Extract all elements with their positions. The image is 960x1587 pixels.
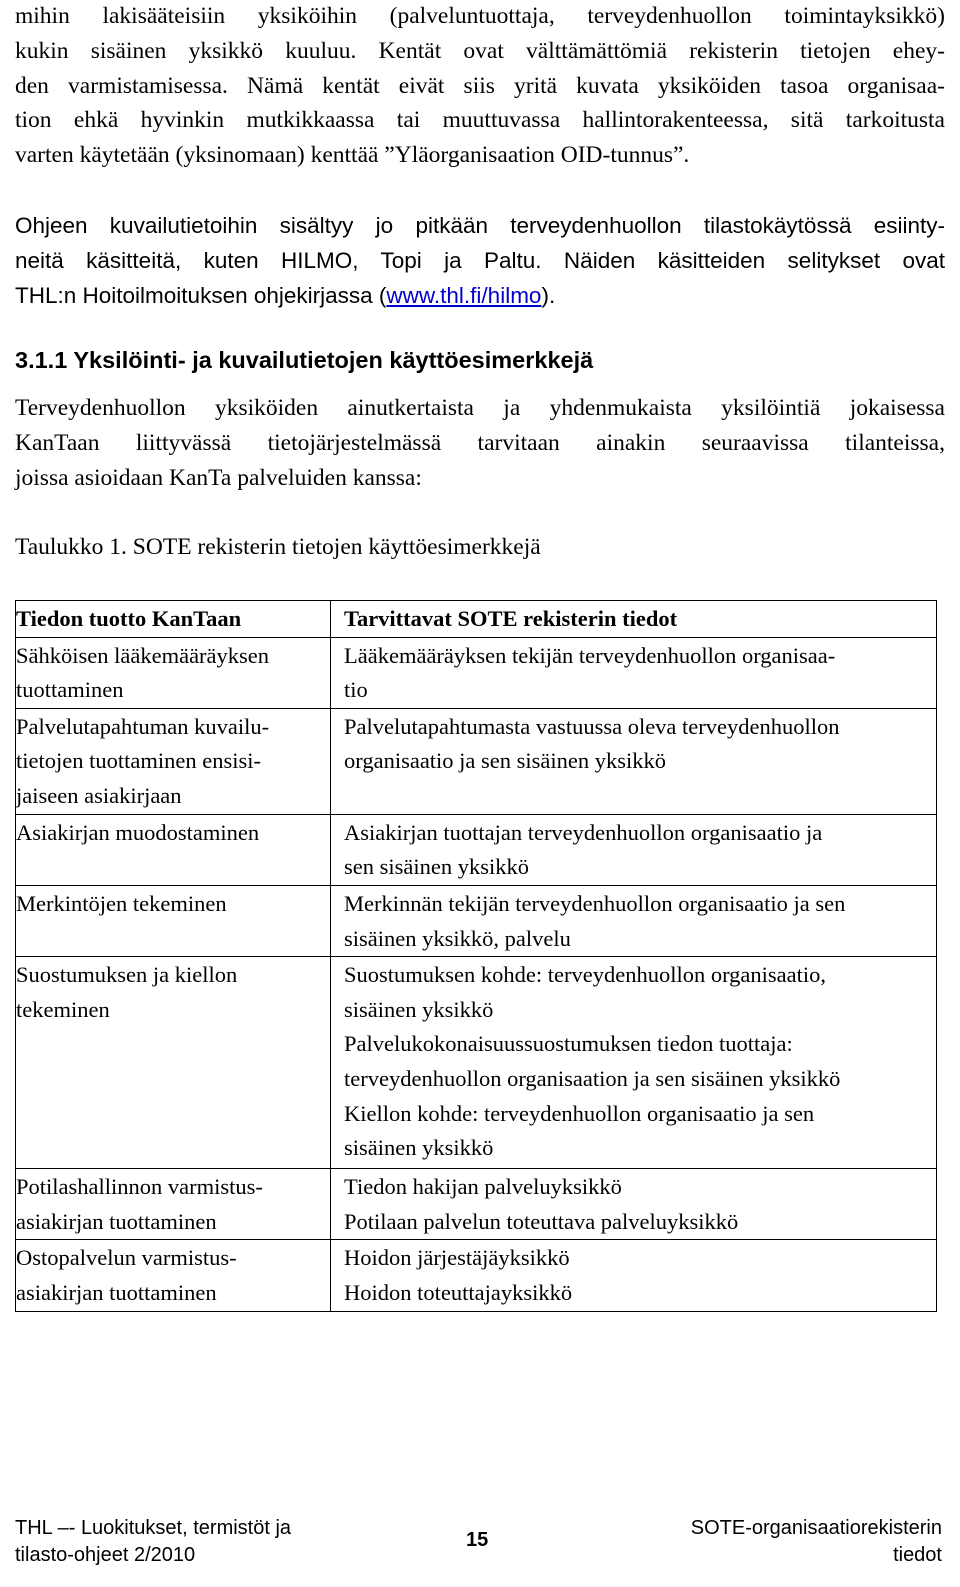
- column-header-production: Tiedon tuotto KanTaan: [16, 601, 331, 638]
- cell-line: Asiakirjan tuottajan terveydenhuollon organisaatio ja: [344, 819, 823, 845]
- hilmo-link[interactable]: www.thl.fi/hilmo: [386, 282, 542, 308]
- cell-line: Palvelukokonaisuussuostumuksen tiedon tuottaja:: [344, 1031, 793, 1057]
- paragraph-line: KanTaan liittyvässä tietojärjestelmässä tarvitaan ainakin seuraavissa tilanteissa,: [15, 429, 945, 456]
- table-row: [16, 708, 937, 814]
- cell-line: sisäinen yksikkö: [344, 1135, 494, 1161]
- section-heading: 3.1.1 Yksilöinti- ja kuvailutietojen käyttöesimerkkejä: [15, 347, 594, 373]
- footer-publication: [15, 1515, 291, 1569]
- paragraph-line: tion ehkä hyvinkin mutkikkaassa tai muuttuvassa hallintorakenteessa, sitä tarkoitusta: [15, 107, 945, 134]
- table-cell: [16, 885, 331, 956]
- table-cell: [16, 637, 331, 708]
- table-caption: Taulukko 1. SOTE rekisterin tietojen käyttöesimerkkejä: [15, 534, 541, 560]
- cell-line: Suostumuksen kohde: terveydenhuollon organisaatio,: [344, 962, 827, 988]
- paragraph-hilmo: [15, 209, 945, 313]
- cell-line: sisäinen yksikkö: [344, 996, 494, 1022]
- cell-line: jaiseen asiakirjaan: [16, 782, 182, 808]
- cell-line: tekeminen: [16, 996, 110, 1022]
- cell-line: Ostopalvelun varmistus-: [16, 1245, 237, 1271]
- table-cell: [16, 1240, 331, 1311]
- table-row: [16, 885, 937, 956]
- cell-line: sisäinen yksikkö, palvelu: [344, 925, 571, 951]
- cell-line: tietojen tuottaminen ensisi-: [16, 748, 261, 774]
- cell-line: Lääkemääräyksen tekijän terveydenhuollon organisaa-: [344, 642, 836, 668]
- footer-document-title: [691, 1515, 942, 1569]
- cell-line: Potilaan palvelun toteuttava palveluyksikkö: [344, 1208, 739, 1234]
- cell-line: tio: [344, 677, 368, 703]
- cell-line: tuottaminen: [16, 677, 124, 703]
- table-row: [16, 1169, 937, 1240]
- cell-line: asiakirjan tuottaminen: [16, 1279, 217, 1305]
- table-cell: [16, 1169, 331, 1240]
- table-cell: [16, 814, 331, 885]
- table-cell: [16, 708, 331, 814]
- table-row: [16, 814, 937, 885]
- table-row: [16, 957, 937, 1169]
- cell-line: terveydenhuollon organisaation ja sen sisäinen yksikkö: [344, 1065, 841, 1091]
- footer-right-line: tiedot: [893, 1544, 942, 1566]
- cell-line: Kiellon kohde: terveydenhuollon organisaatio ja sen: [344, 1100, 815, 1126]
- paragraph-line: den varmistamisessa. Nämä kentät eivät siis yritä kuvata yksiköiden tasoa organisaa-: [15, 72, 945, 99]
- cell-line: Merkinnän tekijän terveydenhuollon organisaatio ja sen: [344, 890, 846, 916]
- cell-line: Suostumuksen ja kiellon: [16, 962, 238, 988]
- table-cell: [331, 885, 937, 956]
- table-header-row: [16, 601, 937, 638]
- cell-line: Palvelutapahtumasta vastuussa oleva terveydenhuollon: [344, 713, 840, 739]
- footer-left-line: THL –- Luokitukset, termistöt ja: [15, 1517, 292, 1539]
- table-row: [16, 637, 937, 708]
- paragraph-line: neitä käsitteitä, kuten HILMO, Topi ja Paltu. Näiden käsitteiden selitykset ovat: [15, 247, 945, 273]
- link-suffix: ).: [541, 282, 556, 308]
- table-cell: [331, 814, 937, 885]
- table-cell: [16, 957, 331, 1169]
- table-row: [16, 1240, 937, 1311]
- cell-line: Hoidon järjestäjäyksikkö: [344, 1245, 570, 1271]
- paragraph-line: joissa asioidaan KanTa palveluiden kanssa:: [15, 464, 422, 491]
- cell-line: Palvelutapahtuman kuvailu-: [16, 713, 270, 739]
- cell-line: organisaatio ja sen sisäinen yksikkö: [344, 748, 667, 774]
- paragraph-line: mihin lakisääteisiin yksiköihin (palveluntuottaja, terveydenhuollon toimintayksikkö): [15, 3, 945, 29]
- table-cell: [331, 1169, 937, 1240]
- table-cell: [331, 957, 937, 1169]
- table-cell: [331, 637, 937, 708]
- usage-examples-table: [15, 600, 937, 1312]
- cell-line: asiakirjan tuottaminen: [16, 1208, 217, 1234]
- page-number: 15: [466, 1529, 489, 1551]
- paragraph-line: Terveydenhuollon yksiköiden ainutkertaista ja yhdenmukaista yksilöintiä jokaisessa: [15, 395, 945, 421]
- paragraph-line: [15, 279, 945, 314]
- cell-line: Merkintöjen tekeminen: [16, 890, 227, 916]
- column-header-required-data: Tarvittavat SOTE rekisterin tiedot: [331, 601, 937, 638]
- footer-left-line: tilasto-ohjeet 2/2010: [15, 1544, 196, 1566]
- cell-line: Asiakirjan muodostaminen: [16, 819, 260, 845]
- cell-line: Hoidon toteuttajayksikkö: [344, 1279, 573, 1305]
- footer-right-line: SOTE-organisaatiorekisterin: [690, 1517, 942, 1539]
- paragraph-line: varten käytetään (yksinomaan) kenttää ”Yläorganisaation OID-tunnus”.: [15, 142, 690, 169]
- cell-line: Sähköisen lääkemääräyksen: [16, 642, 270, 668]
- table-cell: [331, 1240, 937, 1311]
- cell-line: sen sisäinen yksikkö: [344, 854, 529, 880]
- cell-line: Tiedon hakijan palveluyksikkö: [344, 1174, 622, 1200]
- paragraph-oid: [15, 0, 945, 173]
- link-prefix: THL:n Hoitoilmoituksen ohjekirjassa (: [15, 282, 387, 308]
- paragraph-identification: [15, 391, 945, 495]
- cell-line: Potilashallinnon varmistus-: [16, 1174, 263, 1200]
- paragraph-line: kukin sisäinen yksikkö kuuluu. Kentät ovat välttämättömiä rekisterin tietojen ehey-: [15, 37, 945, 64]
- paragraph-line: Ohjeen kuvailutietoihin sisältyy jo pitkään terveydenhuollon tilastokäytössä esiinty-: [15, 213, 945, 238]
- table-cell: [331, 708, 937, 814]
